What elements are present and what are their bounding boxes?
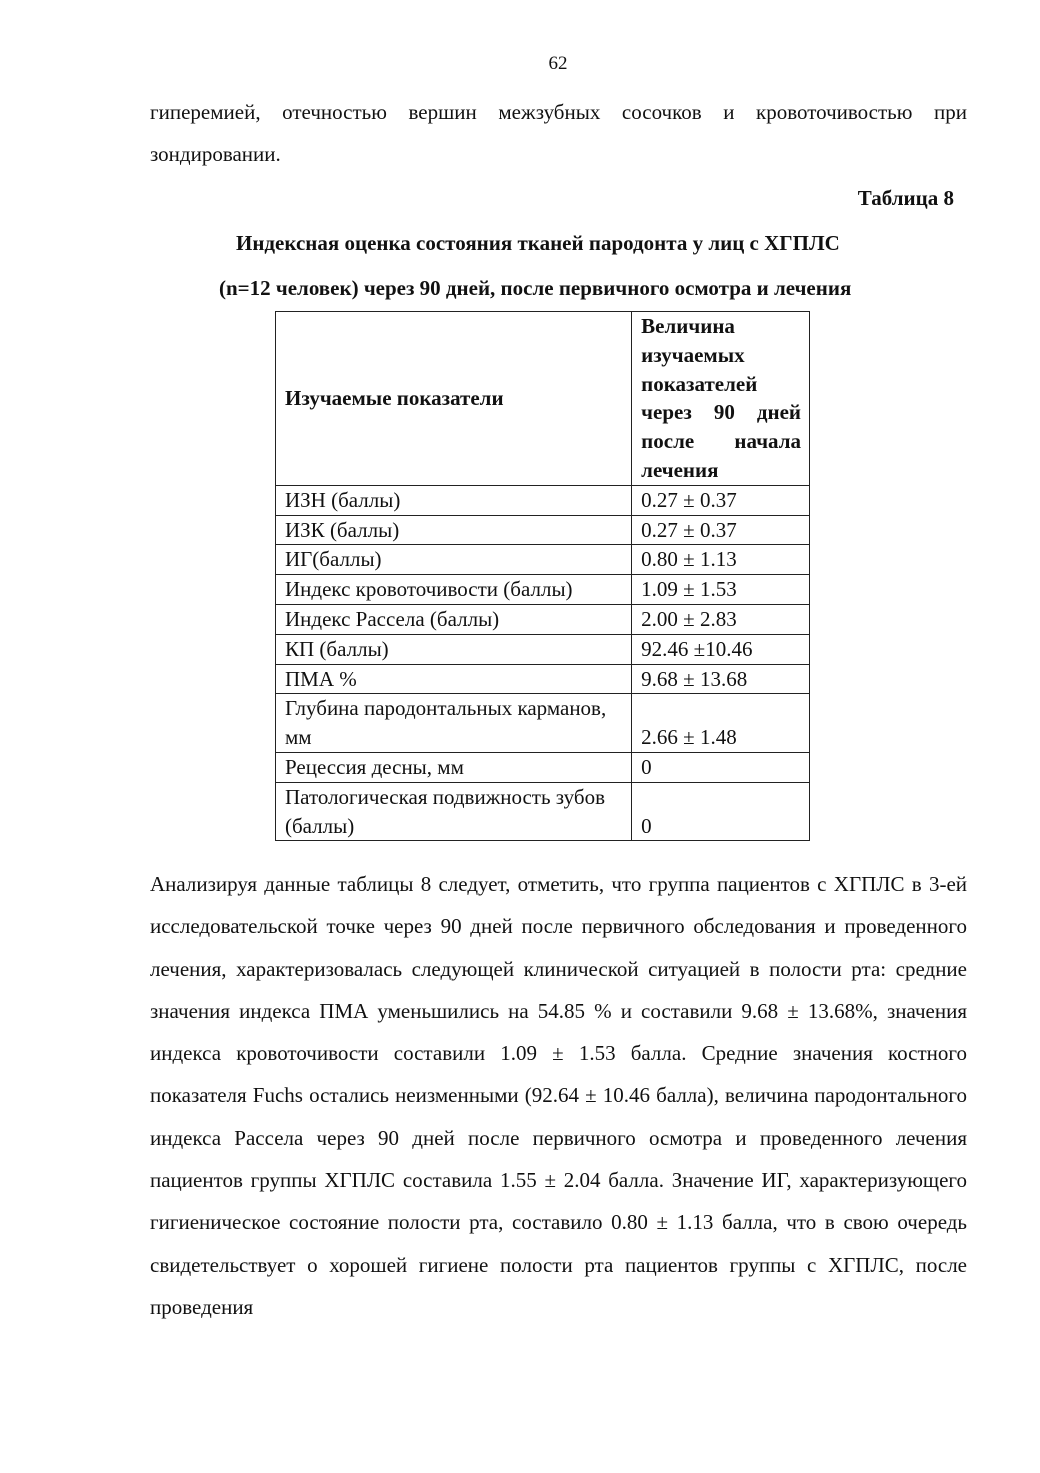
paragraph-bottom: Анализируя данные таблицы 8 следует, отметить, что группа пациентов с ХГПЛС в 3-ей исследовательской точке через 90 дней после первичного обследования и проведенного лечения, характеризовалась следующей клинической ситуацией в полости рта: средние значения индекса ПМА уменьшились на 54.85 % и составили 9.68 ± 13.68%, значения индекса кровоточивости составили 1.09 ± 1.53 балла. Средние значения костного показателя Fuchs остались неизменными (92.64 ± 10.46 балла), величина пародонтального индекса Рассела через 90 дней после первичного осмотра и проведенного лечения пациентов группы ХГПЛС составила 1.55 ± 2.04 балла. Значение ИГ, характеризующего гигиеническое состояние полости рта, составило 0.80 ± 1.13 балла, что в свою очередь свидетельствует о хорошей гигиене полости рта пациентов группы с ХГПЛС, после проведения [150,872,967,1319]
indicator-cell: Глубина пародонтальных карманов, мм [276,694,632,753]
value-cell: 9.68 ± 13.68 [632,664,810,694]
table-row [276,575,810,605]
paragraph-top: гиперемией, отечностью вершин межзубных сосочков и кровоточивостью при зондировании. [150,100,967,167]
value-cell: 2.00 ± 2.83 [632,604,810,634]
table-row [276,515,810,545]
value-cell: 92.46 ±10.46 [632,634,810,664]
table-row [276,485,810,515]
table-row [276,694,810,753]
indicator-cell: ИЗК (баллы) [276,515,632,545]
table-caption-line-1: Индексная оценка состояния тканей пародонта у лиц с ХГПЛС [236,231,840,255]
header-values: Величина изучаемых показателей через 90 дней после начала лечения [632,312,810,486]
table-row [276,782,810,841]
indicators-table [275,311,810,841]
value-cell: 1.09 ± 1.53 [632,575,810,605]
table-row [276,604,810,634]
indicator-cell: Индекс кровоточивости (баллы) [276,575,632,605]
page-number: 62 [548,53,568,74]
table-row [276,664,810,694]
value-cell: 0.80 ± 1.13 [632,545,810,575]
table-row [276,752,810,782]
value-cell: 0.27 ± 0.37 [632,515,810,545]
indicator-cell: ПМА % [276,664,632,694]
indicator-cell: КП (баллы) [276,634,632,664]
indicator-cell: ИЗН (баллы) [276,485,632,515]
value-cell: 0 [632,782,810,841]
indicator-cell: ИГ(баллы) [276,545,632,575]
table-caption-line-2: (n=12 человек) через 90 дней, после первичного осмотра и лечения [219,276,852,300]
table-row [276,634,810,664]
table-number: Таблица 8 [857,186,954,210]
indicator-cell: Рецессия десны, мм [276,752,632,782]
value-cell: 0 [632,752,810,782]
header-indicators: Изучаемые показатели [276,312,632,486]
indicator-cell: Индекс Рассела (баллы) [276,604,632,634]
table-row [276,545,810,575]
value-cell: 0.27 ± 0.37 [632,485,810,515]
table-caption [150,221,967,311]
indicator-cell: Патологическая подвижность зубов (баллы) [276,782,632,841]
table-header-row [276,312,810,486]
value-cell: 2.66 ± 1.48 [632,694,810,753]
